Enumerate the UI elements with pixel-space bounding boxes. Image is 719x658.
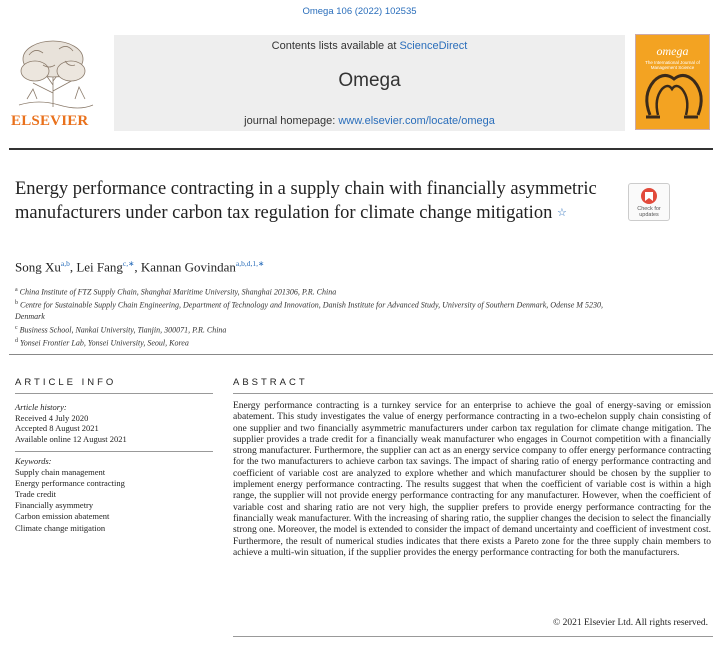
affiliation-text: Centre for Sustainable Supply Chain Engineering, Department of Technology and Innovation, Danish Institute for Advanced Study, University of Southern Denmark, Odense M 5230, Denmark: [15, 300, 603, 322]
sciencedirect-link[interactable]: ScienceDirect: [399, 40, 468, 52]
title-footnote-star[interactable]: ☆: [556, 207, 567, 219]
abstract-heading: ABSTRACT: [233, 377, 308, 388]
elsevier-logo[interactable]: [9, 35, 103, 131]
check-updates-icon: [639, 186, 659, 206]
affiliation-text: China Institute of FTZ Supply Chain, Shanghai Maritime University, Shanghai 201306, P.R. China: [19, 287, 337, 297]
cover-title: omega: [656, 44, 689, 58]
omega-symbol-icon: [636, 35, 709, 129]
history-item: Received 4 July 2020: [15, 412, 89, 423]
history-rule: [15, 451, 213, 452]
affiliation-sup: c: [15, 324, 18, 331]
cover-subtitle: The International Journal of Management Science: [645, 60, 700, 70]
author-list: Song Xu$^{a,b}$, Lei Fang$^{c,∗}$, Kannan Govindan$^{a,b,d,1,∗}$: [15, 259, 265, 275]
affiliation-item: [15, 298, 615, 323]
contents-prefix: Contents lists available at: [271, 40, 400, 52]
author-sup[interactable]: a,b,d,1,∗: [235, 259, 265, 268]
article-title: [15, 177, 615, 225]
citation[interactable]: Omega 106 (2022) 102535: [302, 6, 417, 17]
homepage-prefix: journal homepage:: [244, 115, 339, 127]
journal-name: Omega: [338, 70, 401, 91]
homepage-line: [114, 115, 625, 127]
copyright: © 2021 Elsevier Ltd. All rights reserved.: [553, 618, 708, 628]
journal-cover[interactable]: [635, 34, 710, 130]
keyword-item: Supply chain management: [15, 467, 106, 478]
publisher-name: ELSEVIER: [11, 113, 89, 129]
abstract-bottom-rule: [233, 636, 713, 637]
keyword-item: Climate change mitigation: [15, 522, 106, 533]
history-label: Article history:: [15, 402, 67, 412]
elsevier-tree-icon: [9, 35, 103, 113]
author-name[interactable]: Kannan Govindan: [140, 259, 236, 275]
contents-line: [114, 40, 625, 52]
article-info-rule: [15, 393, 213, 394]
abstract-text: Energy performance contracting is a turnkey service for an enterprise to achieve the goal of energy-saving or emission abatement. This study investigates the value of energy performance contracting in a two-echelon supply chain consisting of one supplier and two financially asymmetric manufacturers under carbon tax regulation for climate change mitigation. The supplier provides a trade credit for a financially weak manufacturer who engages in Cournot competition with a financially strong manufacturer. Furthermore, the supplier can act as an energy service company to offer energy performance contracting for the two manufacturers to achieve carbon tax savings. The impact of sharing ratio of energy performance contracting and coefficient of variable cost are analyzed to explore whether and which manufacturer should be chosen by the supplier to implement energy performance contracting. The results suggest that when the coefficient of variable cost is within a high range, the supplier will not provide energy performance contracting for any manufacturer. However, when the coefficient of variable cost and sharing ratio are not very high, the supplier prefers to provide energy performance contracting for the financially weak manufacturer. With the increasing of sharing ratio, the supplier changes the decision to select the financially strong one. Moreover, the model is extended to consider the impact of demand uncertainty and coefficient of investment cost. Furthermore, the result of numerical studies indicates that there exists a Pareto zone for the three supply chain members to achieve a multi-win situation, if the supplier provides the energy performance contracting for both the manufacturers.: [233, 401, 711, 558]
history-item: Accepted 8 August 2021: [15, 423, 99, 434]
history-item: Available online 12 August 2021: [15, 434, 127, 445]
section-divider: [9, 354, 713, 355]
journal-info-box: [114, 35, 625, 131]
author-sup[interactable]: a,b: [60, 259, 70, 268]
journal-header: [9, 25, 713, 141]
check-for-updates-badge[interactable]: [628, 183, 670, 221]
author-name[interactable]: Song Xu: [15, 259, 61, 275]
abstract-rule: [233, 393, 713, 394]
check-updates-label: Check for updates: [637, 206, 661, 218]
keyword-item: Carbon emission abatement: [15, 511, 110, 522]
article-title-text: Energy performance contracting in a supply chain with financially asymmetric manufacturers under carbon tax regulation for climate change mitigation: [15, 179, 597, 223]
affiliation-item: [15, 323, 615, 336]
author-name[interactable]: Lei Fang: [76, 259, 123, 275]
affiliation-item: [15, 336, 615, 349]
keyword-item: Energy performance contracting: [15, 478, 125, 489]
keywords: [15, 456, 215, 534]
keywords-label: Keywords:: [15, 456, 52, 466]
affiliation-text: Business School, Nankai University, Tianjin, 300071, P.R. China: [19, 325, 227, 335]
affiliation-sup: a: [15, 287, 18, 293]
journal-homepage-link[interactable]: www.elsevier.com/locate/omega: [338, 115, 495, 127]
author-sup[interactable]: c,∗: [122, 259, 135, 268]
article-info-heading: ARTICLE INFO: [15, 377, 117, 388]
keyword-item: Financially asymmetry: [15, 500, 94, 511]
affiliation-sup: d: [15, 337, 18, 344]
keyword-item: Trade credit: [15, 489, 56, 500]
affiliation-item: [15, 285, 615, 298]
header-rule: [9, 148, 713, 150]
affiliations: [15, 285, 615, 349]
article-history: [15, 402, 215, 445]
affiliation-sup: b: [15, 300, 18, 307]
affiliation-text: Yonsei Frontier Lab, Yonsei University, Seoul, Korea: [20, 338, 189, 348]
